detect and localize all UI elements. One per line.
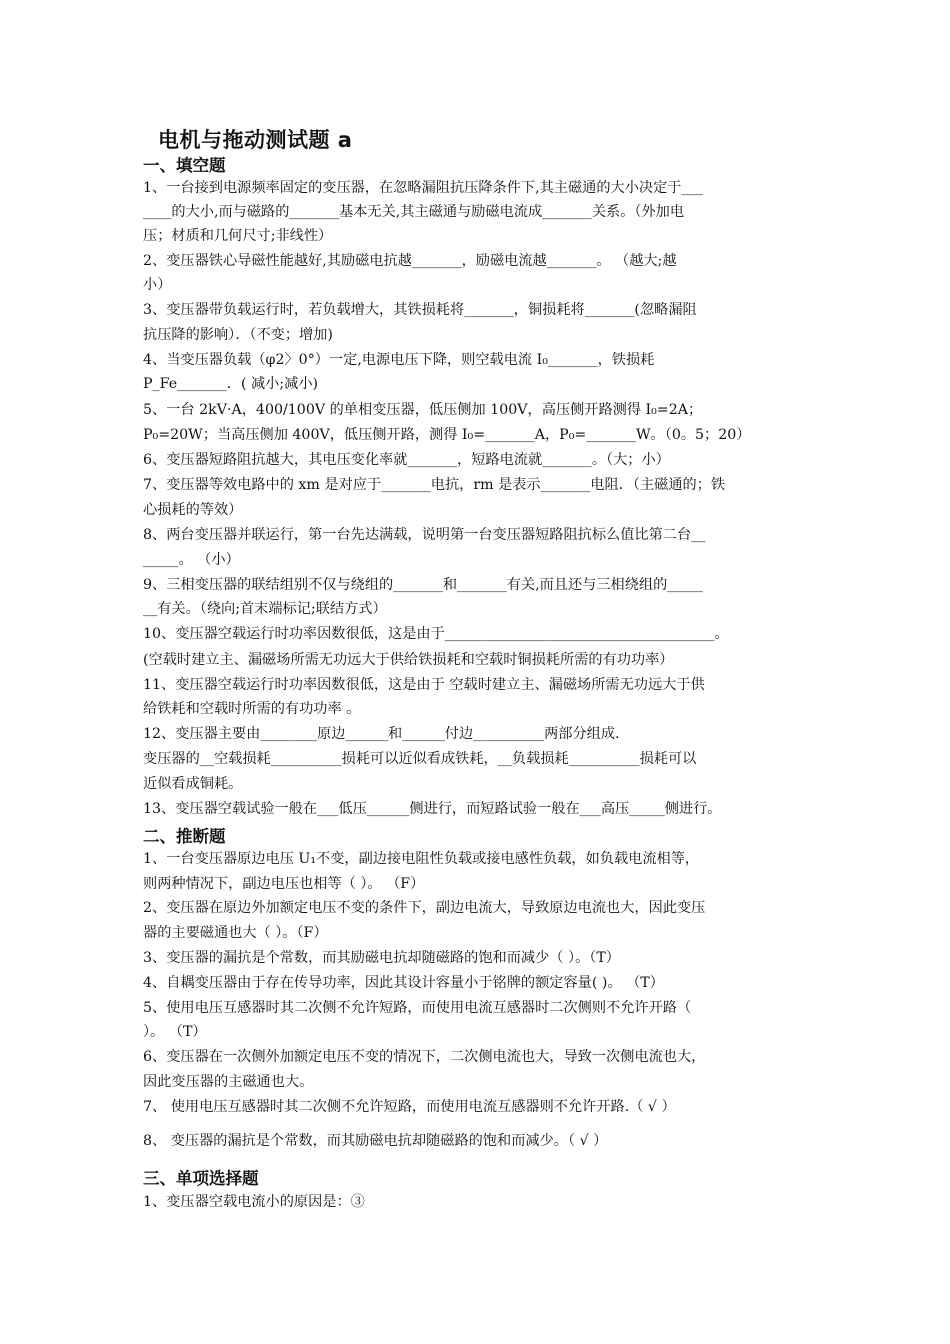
text-line: 10、变压器空载运行时功率因数很低，这是由于______________________________________。 [143, 626, 729, 642]
text-line: 1、一台接到电源频率固定的变压器，在忽略漏阻抗压降条件下,其主磁通的大小决定于___ [143, 180, 703, 196]
text-line: 5、一台 2kV·A，400/100V 的单相变压器，低压侧加 100V，高压侧开路测得 I₀=2A； [143, 402, 703, 418]
text-line: 4、当变压器负载（φ2〉0°）一定,电源电压下降，则空载电流 I₀_______，铁损耗 [143, 352, 655, 368]
text-line: P₀=20W；当高压侧加 400V，低压侧开路，测得 I₀=_______A，P₀=_______W。（0。5；20） [143, 427, 751, 443]
text-line: 12、变压器主要由________原边______和______付边__________两部分组成. [143, 726, 620, 742]
text-line: 7、变压器等效电路中的 xm 是对应于_______电抗，rm 是表示_______电阻．（主磁通的；铁 [143, 477, 726, 493]
text-line: P_Fe_______．( 减小;减小) [143, 376, 319, 392]
text-line: 13、变压器空载试验一般在___低压______侧进行，而短路试验一般在___高压_____侧进行。 [143, 801, 722, 817]
text-line: 近似看成铜耗。 [143, 776, 243, 792]
text-line: 则两种情况下，副边电压也相等（ ）。 （F） [143, 876, 425, 892]
text-line: ____的大小,而与磁路的_______基本无关,其主磁通与励磁电流成_______关系。（外加电 [143, 204, 685, 220]
text-line: 小） [143, 277, 172, 293]
document-title: 电机与拖动测试题 a [158, 128, 353, 152]
text-line: 心损耗的等效） [143, 502, 243, 518]
text-line: 7、 使用电压互感器时其二次侧不允许短路，而使用电流互感器则不允许开路.（ √ ） [143, 1099, 676, 1115]
text-line: 1、一台变压器原边电压 U₁不变，副边接电阻性负载或接电感性负载，如负载电流相等， [143, 851, 700, 867]
text-line: 8、 变压器的漏抗是个常数，而其励磁电抗却随磁路的饱和而减少。（ √ ） [143, 1133, 608, 1149]
text-line: 器的主要磁通也大（ ）。（F） [143, 925, 328, 941]
text-line: 压；材质和几何尺寸;非线性） [143, 228, 333, 244]
text-line: 给铁耗和空载时所需的有功功率 。 [143, 701, 361, 717]
text-line: 抗压降的影响）．（不变；增加) [143, 327, 333, 343]
text-line: 2、变压器在原边外加额定电压不变的条件下，副边电流大，导致原边电流也大，因此变压 [143, 900, 706, 916]
text-line: __有关。（绕向;首末端标记;联结方式） [143, 601, 387, 617]
text-line: _____。 （小） [143, 552, 240, 568]
text-line: 因此变压器的主磁通也大。 [143, 1074, 314, 1090]
text-line: 5、使用电压互感器时其二次侧不允许短路，而使用电流互感器时二次侧则不允许开路（ [143, 1000, 692, 1016]
text-line: 9、三相变压器的联结组别不仅与绕组的_______和_______有关,而且还与三相绕组的_____ [143, 577, 703, 593]
section-heading-single-choice: 三、单项选择题 [143, 1169, 259, 1188]
text-line: 11、变压器空载运行时功率因数很低，这是由于 空载时建立主、漏磁场所需无功远大于供 [143, 677, 705, 693]
text-line: 3、变压器的漏抗是个常数，而其励磁电抗却随磁路的饱和而减少（ ）。（T） [143, 950, 620, 966]
text-line: 变压器的__空载损耗__________损耗可以近似看成铁耗，__负载损耗__________损耗可以 [143, 751, 697, 767]
text-line: 1、变压器空载电流小的原因是：③ [143, 1194, 365, 1210]
text-line: (空载时建立主、漏磁场所需无功远大于供给铁损耗和空载时铜损耗所需的有功功率） [143, 652, 674, 668]
text-line: 3、变压器带负载运行时，若负载增大，其铁损耗将_______，铜损耗将_______(忽略漏阻 [143, 302, 697, 318]
text-line: 4、自耦变压器由于存在传导功率，因此其设计容量小于铭牌的额定容量( )。 （T） [143, 975, 664, 991]
text-line: 8、两台变压器并联运行，第一台先达满载，说明第一台变压器短路阻抗标么值比第二台__ [143, 527, 706, 543]
text-line: 6、变压器短路阻抗越大，其电压变化率就_______，短路电流就_______。（大；小） [143, 452, 670, 468]
text-line: 6、变压器在一次侧外加额定电压不变的情况下，二次侧电流也大，导致一次侧电流也大， [143, 1049, 706, 1065]
text-line: ）。 （T） [143, 1024, 207, 1040]
section-heading-fill-in: 一、填空题 [143, 156, 226, 175]
text-line: 2、变压器铁心导磁性能越好,其励磁电抗越_______，励磁电流越_______。 （越大;越 [143, 253, 677, 269]
section-heading-judgment: 二、推断题 [143, 827, 226, 846]
